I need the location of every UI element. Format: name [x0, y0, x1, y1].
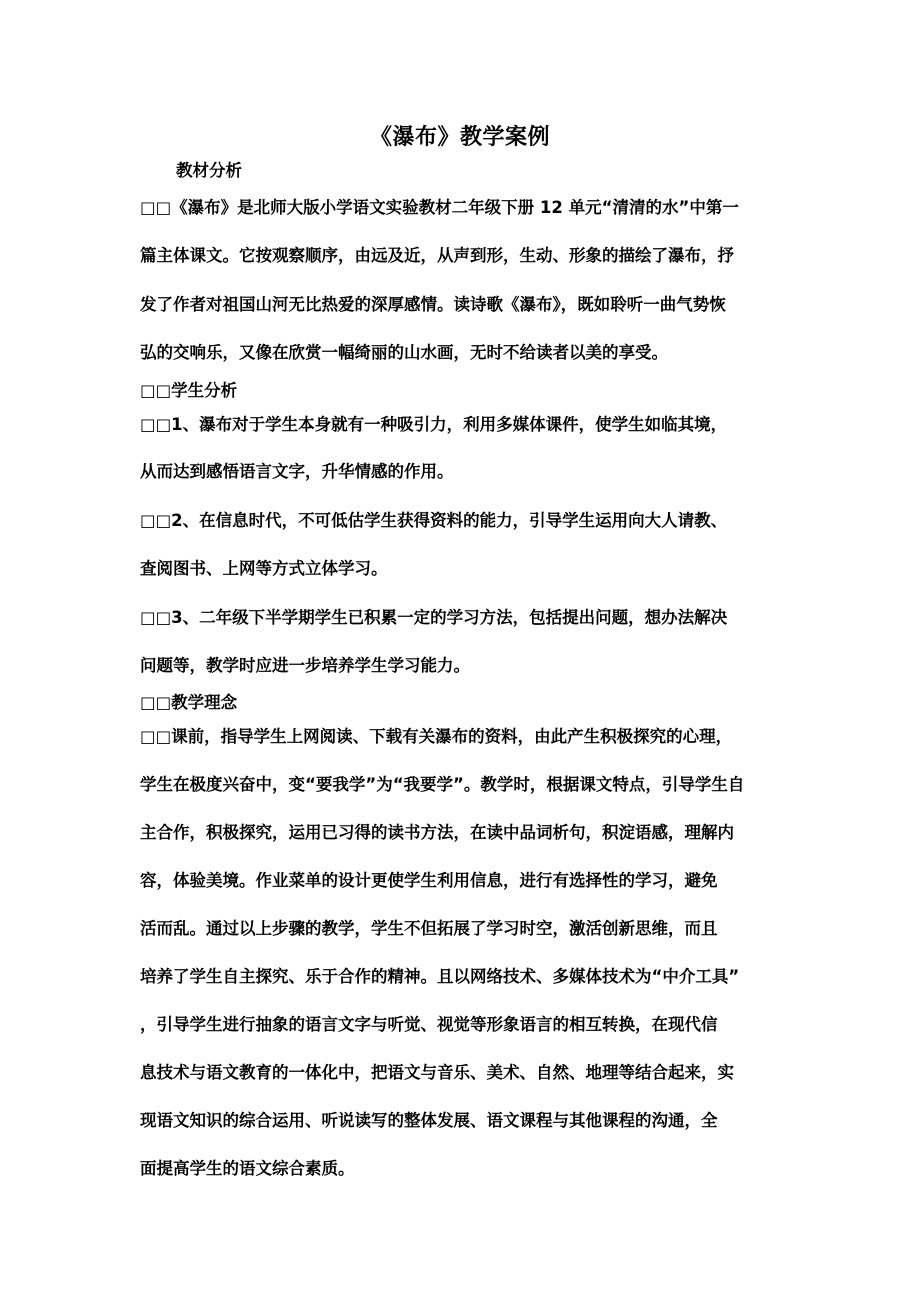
paragraph-line: 从而达到感悟语言文字，升华情感的作用。 [140, 462, 454, 481]
paragraph-line: □□3、二年级下半学期学生已积累一定的学习方法，包括提出问题，想办法解决 [140, 608, 728, 627]
paragraph-line: 发了作者对祖国山河无比热爱的深厚感情。读诗歌《瀑布》，既如聆听一曲气势恢 [140, 295, 726, 314]
paragraph-line: 弘的交响乐，又像在欣赏一幅绮丽的山水画，无时不给读者以美的享受。 [140, 343, 668, 362]
paragraph-line: 篇主体课文。它按观察顺序，由远及近，从声到形，生动、形象的描绘了瀑布，抒 [140, 246, 734, 265]
paragraph-line: 问题等，教学时应进一步培养学生学习能力。 [140, 656, 470, 675]
section-heading-teaching-philosophy: □□教学理念 [140, 693, 238, 712]
paragraph-line: 现语文知识的综合运用、听说读写的整体发展、语文课程与其他课程的沟通，全 [140, 1111, 718, 1130]
paragraph-line: 培养了学生自主探究、乐于合作的精神。且以网络技术、多媒体技术为“中介工具” [140, 967, 740, 986]
paragraph-line: □□2、在信息时代，不可低估学生获得资料的能力，引导学生运用向大人请教、 [140, 511, 728, 530]
paragraph-line: 活而乱。通过以上步骤的教学，学生不但拓展了学习时空，激活创新思维，而且 [140, 919, 718, 938]
document-title: 《瀑布》教学案例 [369, 125, 550, 150]
paragraph-line: 息技术与语文教育的一体化中，把语文与音乐、美术、自然、地理等结合起来，实 [140, 1063, 734, 1082]
paragraph-line: ，引导学生进行抽象的语言文字与听觉、视觉等形象语言的相互转换，在现代信 [140, 1015, 718, 1034]
section-heading-student-analysis: □□学生分析 [140, 381, 238, 400]
paragraph-line: □□《瀑布》是北师大版小学语文实验教材二年级下册 12 单元“清清的水”中第一 [140, 198, 739, 217]
paragraph-line: 查阅图书、上网等方式立体学习。 [140, 559, 388, 578]
paragraph-line: □□1、瀑布对于学生本身就有一种吸引力，利用多媒体课件，使学生如临其境， [140, 415, 728, 434]
paragraph-line: 学生在极度兴奋中，变“要我学”为“我要学”。教学时，根据课文特点，引导学生自 [140, 775, 745, 794]
paragraph-line: 主合作，积极探究，运用已习得的读书方法，在读中品词析句，积淀语感，理解内 [140, 823, 734, 842]
paragraph-line: 容，体验美境。作业菜单的设计更使学生利用信息，进行有选择性的学习，避免 [140, 871, 718, 890]
section-heading-textbook-analysis: 教材分析 [176, 161, 242, 180]
paragraph-line: □□课前，指导学生上网阅读、下载有关瀑布的资料，由此产生积极探究的心理， [140, 727, 733, 746]
paragraph-line: 面提高学生的语文综合素质。 [140, 1159, 355, 1178]
